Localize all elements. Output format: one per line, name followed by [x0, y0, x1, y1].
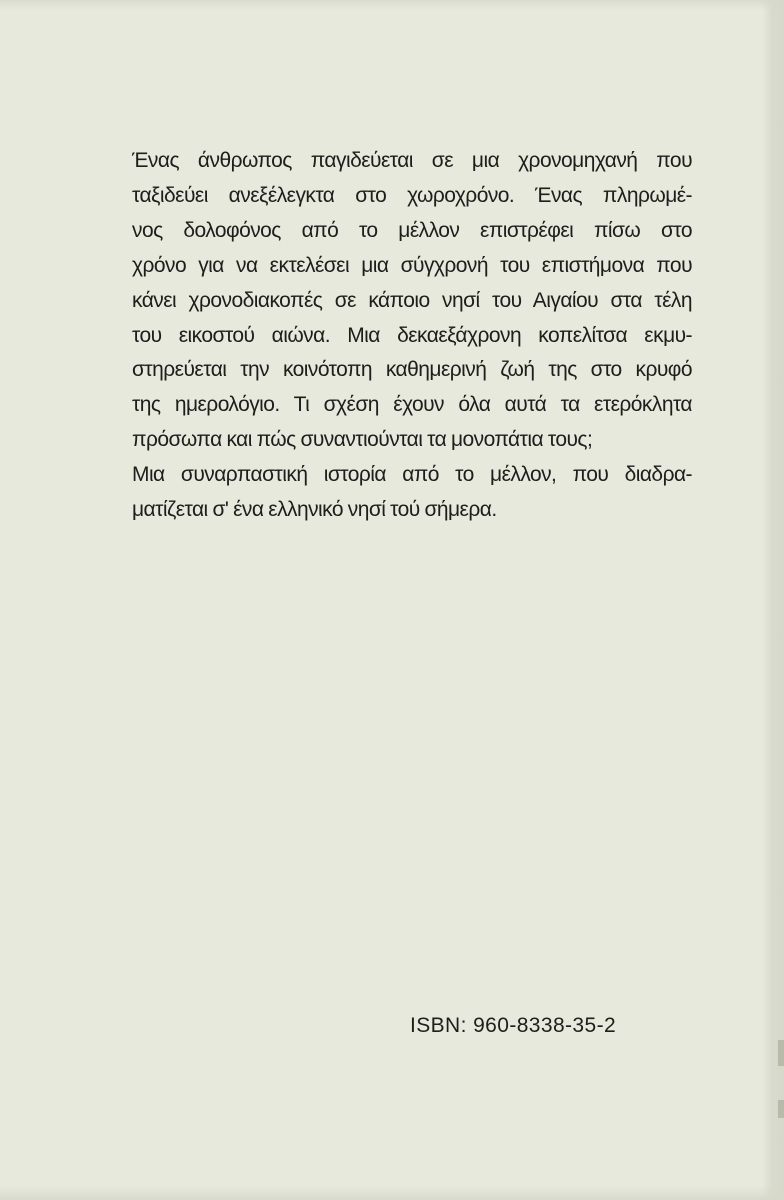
blurb-line: πρόσωπα και πώς συναντιούνται τα μονοπάτια τους; [132, 428, 593, 452]
blurb-line: Ένας άνθρωπος παγιδεύεται σε μια χρονομηχανή που [132, 149, 692, 172]
blurb-text [132, 144, 692, 528]
blurb-line: νος δολοφόνος από το μέλλον επιστρέφει πίσω στο [132, 218, 692, 242]
blurb-line: ταξιδεύει ανεξέλεγκτα στο χωροχρόνο. Ένας πληρωμέ- [132, 183, 692, 207]
cover-top-edge [0, 0, 784, 10]
edge-wear-mark [778, 1040, 784, 1066]
blurb-line: κάνει χρονοδιακοπές σε κάποιο νησί του Αιγαίου στα τέλη [132, 288, 692, 312]
blurb-line: Μια συναρπαστική ιστορία από το μέλλον, που διαδρα- [132, 463, 692, 487]
cover-bottom-edge [0, 1186, 784, 1200]
edge-wear-mark [778, 1100, 784, 1118]
blurb-line: χρόνο για να εκτελέσει μια σύγχρονή του επιστήμονα που [132, 253, 692, 277]
blurb-line: της ημερολόγιο. Τι σχέση έχουν όλα αυτά τα ετερόκλητα [132, 393, 692, 417]
cover-right-edge [762, 0, 784, 1200]
blurb-line: ματίζεται σ' ένα ελληνικό νησί τού σήμερα. [132, 498, 497, 522]
blurb-line: στηρεύεται την κοινότοπη καθημερινή ζωή της στο κρυφό [132, 358, 692, 382]
isbn-number: ISBN: 960-8338-35-2 [410, 1014, 617, 1037]
blurb-line: του εικοστού αιώνα. Μια δεκαεξάχρονη κοπελίτσα εκμυ- [132, 323, 692, 347]
